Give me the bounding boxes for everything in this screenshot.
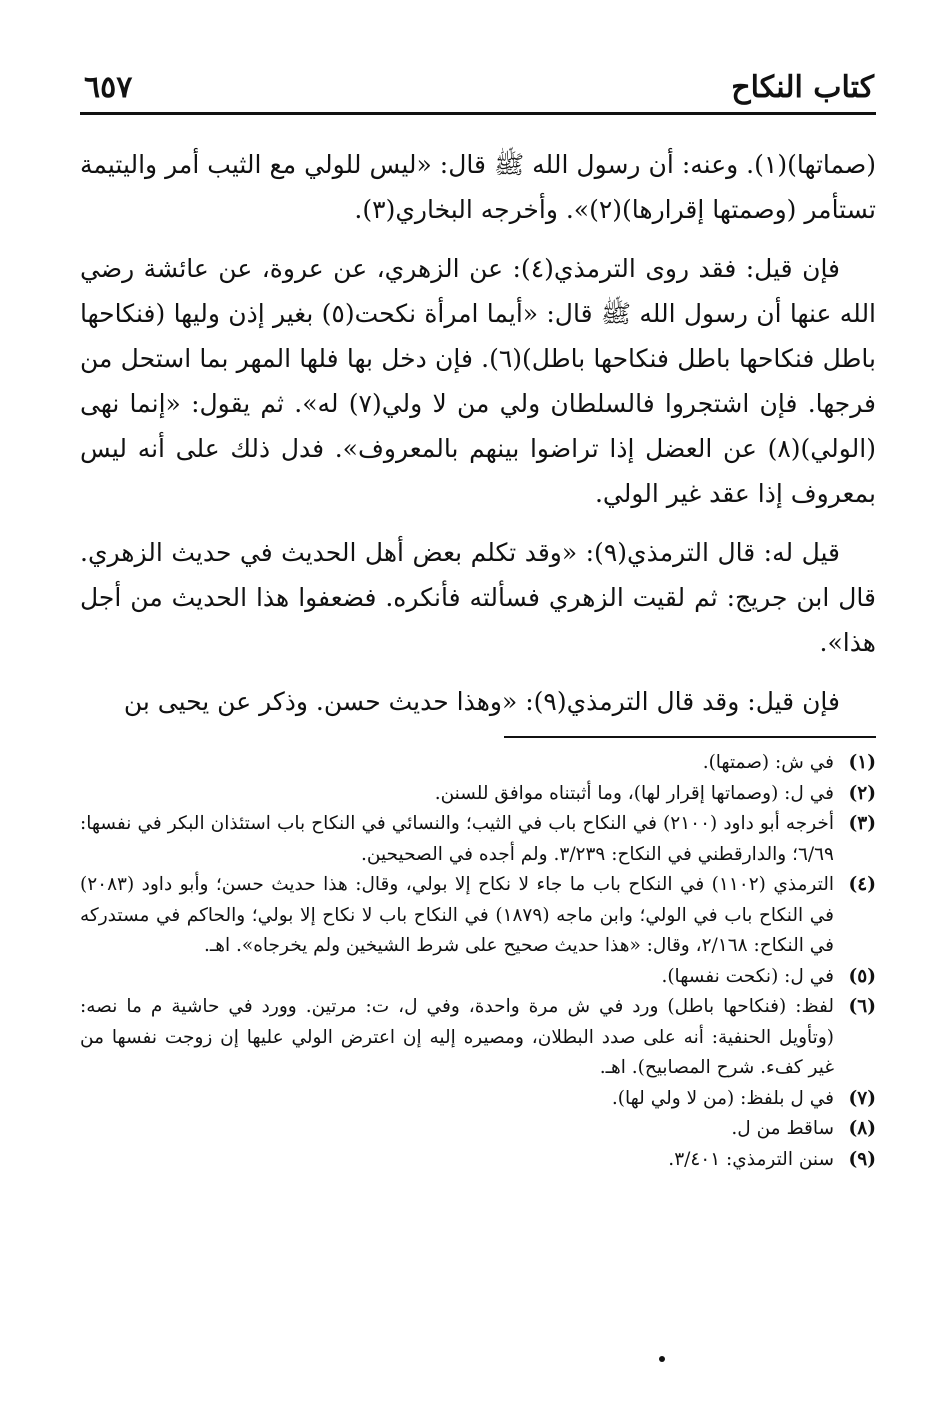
main-text: [80, 142, 876, 738]
footnote: [80, 1114, 876, 1145]
paragraph: فإن قيل: وقد قال الترمذي(٩): «وهذا حديث حسن. وذكر عن يحيى بن: [123, 687, 840, 716]
chapter-title: كتاب النكاح: [731, 70, 874, 105]
footnote-number: (٣): [848, 813, 876, 834]
footnote-number: (٦): [848, 996, 876, 1017]
running-header: [80, 60, 876, 115]
paragraph: (صماتها)(١). وعنه: أن رسول الله ﷺ قال: «ليس للولي مع الثيب أمر واليتيمة تستأمر (وصمتها إقرارها)(٢)». وأخرجه البخاري(٣).: [80, 150, 876, 224]
footnote-text: أخرجه أبو داود (٢١٠٠) في النكاح باب في الثيب؛ والنسائي في النكاح باب استئذان البكر في نفسها: ٦/٦٩؛ والدارقطني في النكاح: ٣/٢٣٩. ولم أجده في الصحيحين.: [80, 813, 834, 865]
footnote-number: (١): [848, 752, 876, 773]
footnote-divider: [504, 736, 876, 738]
footnote: [80, 992, 876, 1084]
footnote-text: في ل بلفظ: (من لا ولي لها).: [611, 1087, 834, 1109]
footnote-text: في ل: (نكحت نفسها).: [661, 965, 834, 987]
footnote-number: (٧): [848, 1087, 876, 1109]
footnote-text: في ش: (صمتها).: [702, 752, 834, 773]
paragraph: قيل له: قال الترمذي(٩): «وقد تكلم بعض أهل الحديث في حديث الزهري. قال ابن جريج: ثم لقيت الزهري فسألته فأنكره. فضعفوا هذا الحديث من أجل هذا».: [80, 538, 876, 657]
book-page: [80, 60, 876, 1360]
footnote-number: (٩): [848, 1148, 876, 1170]
footnote-text: سنن الترمذي: ٣/٤٠١.: [668, 1148, 834, 1170]
footnotes: [80, 748, 876, 1175]
paragraph: فإن قيل: فقد روى الترمذي(٤): عن الزهري، عن عروة، عن عائشة رضي الله عنها أن رسول الله ﷺ قال: «أيما امرأة نكحت(٥) بغير إذن وليها (فنكاحها باطل فنكاحها باطل فنكاحها باطل)(٦). فإن دخل بها فلها المهر بما استحل من فرجها. فإن اشتجروا فالسلطان ولي من لا ولي(٧) له». ثم يقول: «إنما نهى (الولي)(٨) عن العضل إذا تراضوا بينهم بالمعروف». فدل ذلك على أنه ليس بمعروف إذا عقد غير الولي.: [80, 254, 877, 508]
footnote-text: في ل: (وصماتها إقرار لها)، وما أثبتناه موافق للسنن.: [434, 782, 834, 804]
footnote-number: (٢): [848, 782, 876, 804]
print-speck: [659, 1356, 665, 1362]
footnote: [80, 779, 876, 810]
footnote-text: ساقط من ل.: [731, 1118, 834, 1139]
footnote-text: لفظ: (فنكاحها باطل) ورد في ش مرة واحدة، وفي ل، ت: مرتين. وورد في حاشية م ما نصه: (وتأويل الحنفية: أنه على صدد البطلان، ومصيره إليه إن اعترض الولي عليها إن زوجت نفسها من غير كفء. شرح المصابيح). اهـ.: [80, 996, 834, 1078]
footnote: [80, 1145, 876, 1176]
footnote: [80, 870, 876, 962]
footnote: [80, 748, 876, 779]
footnote: [80, 962, 876, 993]
page-number: ٦٥٧: [84, 70, 133, 105]
footnote-number: (٨): [848, 1118, 876, 1139]
footnote-text: الترمذي (١١٠٢) في النكاح باب ما جاء لا نكاح إلا بولي، وقال: هذا حديث حسن؛ وأبو داود (٢٠٨٣) في النكاح باب في الولي؛ وابن ماجه (١٨٧٩) في النكاح باب لا نكاح إلا بولي؛ والحاكم في مستدركه في النكاح: ٢/١٦٨، وقال: «هذا حديث صحيح على شرط الشيخين ولم يخرجاه». اهـ.: [80, 874, 834, 956]
footnote-number: (٤): [848, 874, 876, 895]
footnote: [80, 809, 876, 870]
footnote-number: (٥): [848, 965, 876, 987]
footnote: [80, 1084, 876, 1115]
